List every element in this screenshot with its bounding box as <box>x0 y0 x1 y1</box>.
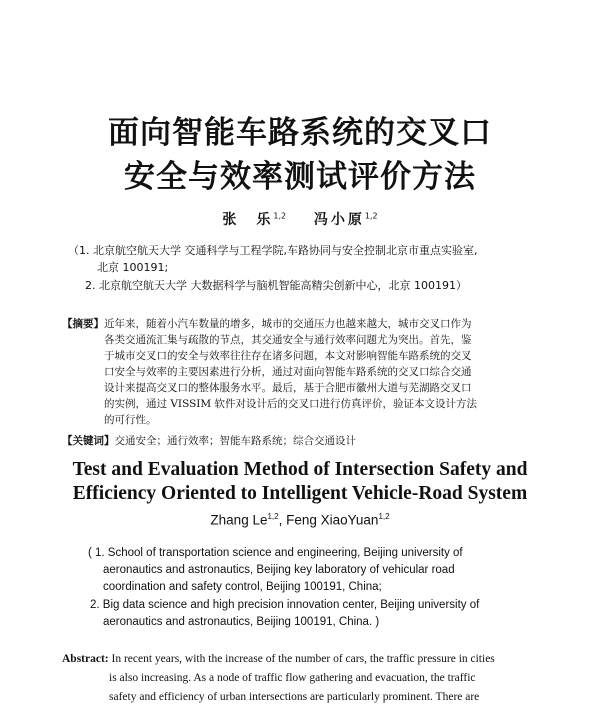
title-en-line-2: Efficiency Oriented to Intelligent Vehicle-Road System <box>72 483 528 504</box>
abstract-cn-line: 各类交通流汇集与疏散的节点，其交通安全与通行效率问题尤为突出。首先，鉴 <box>104 334 472 346</box>
author-en-affiliation: 1,2 <box>267 512 279 521</box>
abstract-en-line: safety and efficiency of urban intersections are particularly prominent. There are <box>109 691 480 703</box>
abstract-cn-line: 的可行性。 <box>104 414 157 426</box>
title-cn-line-1: 面向智能车路系统的交叉口 <box>108 115 492 151</box>
affiliation-cn-1-cont: 北京 100191; <box>97 261 169 274</box>
affiliation-cn-2: 2. 北京航空航天大学 大数据科学与脑机智能高精尖创新中心，北京 100191） <box>85 279 467 292</box>
author-en-affiliation: 1,2 <box>378 512 390 521</box>
affiliation-en-1-cont: coordination and safety control, Beijing 100191, China; <box>103 581 382 593</box>
author-cn-name: 冯小原 <box>313 212 365 228</box>
authors-cn <box>0 209 600 229</box>
abstract-cn-line: 设计来提高交叉口的整体服务水平。最后，基于合肥市徽州大道与芜湖路交叉口 <box>104 382 472 394</box>
abstract-cn-line: 口安全与效率的主要因素进行分析，通过对面向智能车路系统的交叉口综合交通 <box>104 366 472 378</box>
author-en-name: Feng XiaoYuan <box>286 512 379 528</box>
affiliation-cn-1: （1. 北京航空航天大学 交通科学与工程学院,车路协同与安全控制北京市重点实验室, <box>68 244 478 257</box>
affiliation-en-2-cont: aeronautics and astronautics, Beijing 100191, China. ) <box>103 616 380 628</box>
affiliation-en-2: 2. Big data science and high precision innovation center, Beijing university of <box>90 599 480 611</box>
abstract-cn-line: 近年来，随着小汽车数量的增多，城市的交通压力也越来越大，城市交叉口作为 <box>104 318 472 330</box>
author-en-name: Zhang Le <box>210 512 268 528</box>
author-cn-affiliation: 1,2 <box>273 211 287 221</box>
author-cn-name: 张 乐 <box>222 212 274 228</box>
keywords-cn-text: 交通安全；通行效率；智能车路系统；综合交通设计 <box>114 435 356 447</box>
abstract-cn-line: 于城市交叉口的安全与效率往往存在诸多问题，本文对影响智能车路系统的交叉 <box>104 350 472 362</box>
title-cn-line-2: 安全与效率测试评价方法 <box>124 159 476 195</box>
keywords-cn-label: 【关键词】 <box>62 435 115 447</box>
abstract-cn <box>62 316 542 428</box>
authors-en: Zhang Le$^{1,2}$, Feng XiaoYuan$^{1,2}$ <box>210 512 390 528</box>
title-en-line-1: Test and Evaluation Method of Intersection Safety and <box>72 459 528 480</box>
abstract-en-line: is also increasing. As a node of traffic flow gathering and evacuation, the traffic <box>109 672 476 684</box>
abstract-cn-line: 的实例，通过 VISSIM 软件对设计后的交叉口进行仿真评价，验证本文设计方法 <box>104 398 478 410</box>
author-cn-affiliation: 1,2 <box>364 211 378 221</box>
abstract-en-label: Abstract: <box>62 653 109 665</box>
abstract-en <box>62 650 552 707</box>
abstract-cn-label: 【摘要】 <box>62 318 104 330</box>
abstract-en-line: In recent years, with the increase of the number of cars, the traffic pressure in cities <box>111 653 495 665</box>
affiliation-en-1-cont: aeronautics and astronautics, Beijing key laboratory of vehicular road <box>103 564 455 576</box>
keywords-cn <box>62 434 542 449</box>
affiliation-en-1: ( 1. School of transportation science and engineering, Beijing university of <box>88 547 463 559</box>
